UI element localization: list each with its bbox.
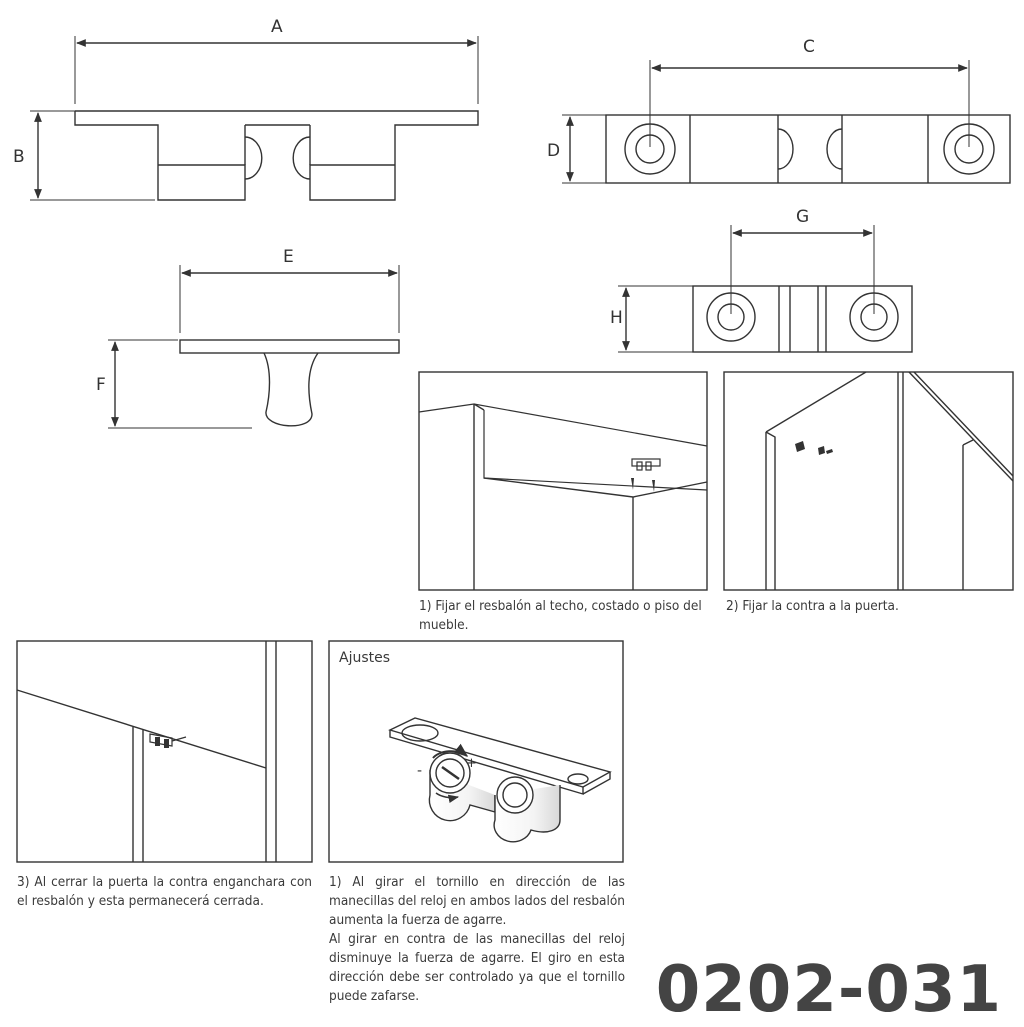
step3-illustration bbox=[17, 641, 312, 862]
dimension-b-label: B bbox=[13, 147, 25, 167]
side-view-strike bbox=[108, 265, 399, 428]
plus-sign: + bbox=[466, 756, 477, 771]
step3-caption: 3) Al cerrar la puerta la contra enganchara con el resbalón y esta permanecerá cerrada. bbox=[17, 874, 312, 909]
catch-icon bbox=[632, 459, 660, 470]
dimension-h-label: H bbox=[610, 308, 623, 328]
step1-illustration bbox=[419, 372, 707, 590]
dimension-c-label: C bbox=[803, 37, 815, 57]
product-code: 0202-031 bbox=[655, 953, 1002, 1027]
adjust-title: Ajustes bbox=[339, 650, 391, 666]
dimension-g-label: G bbox=[796, 207, 810, 227]
adjust-caption: 1) Al girar el tornillo en dirección de las manecillas del reloj en ambos lados del resbalón aumenta la fuerza de agarre. Al girar en contra de las manecillas del reloj disminuye la fuerza de agarre. El giro en esta dirección debe ser controlado ya que el tornillo puede zafarse. bbox=[329, 874, 625, 1004]
step1-caption: 1) Fijar el resbalón al techo, costado o piso del mueble. bbox=[419, 598, 702, 633]
dimension-e-label: E bbox=[283, 247, 294, 267]
top-view-strike bbox=[618, 225, 912, 352]
minus-sign: - bbox=[417, 763, 423, 779]
screw-icon bbox=[631, 478, 655, 492]
step2-caption: 2) Fijar la contra a la puerta. bbox=[726, 598, 899, 614]
strike-icon bbox=[795, 441, 833, 455]
top-view-catch bbox=[562, 60, 1010, 183]
side-view-catch bbox=[30, 36, 478, 200]
dimension-d-label: D bbox=[547, 141, 561, 161]
step2-illustration bbox=[724, 372, 1013, 590]
dimension-f-label: F bbox=[96, 375, 106, 395]
dimension-a-label: A bbox=[271, 17, 283, 37]
adjust-illustration bbox=[329, 641, 623, 862]
